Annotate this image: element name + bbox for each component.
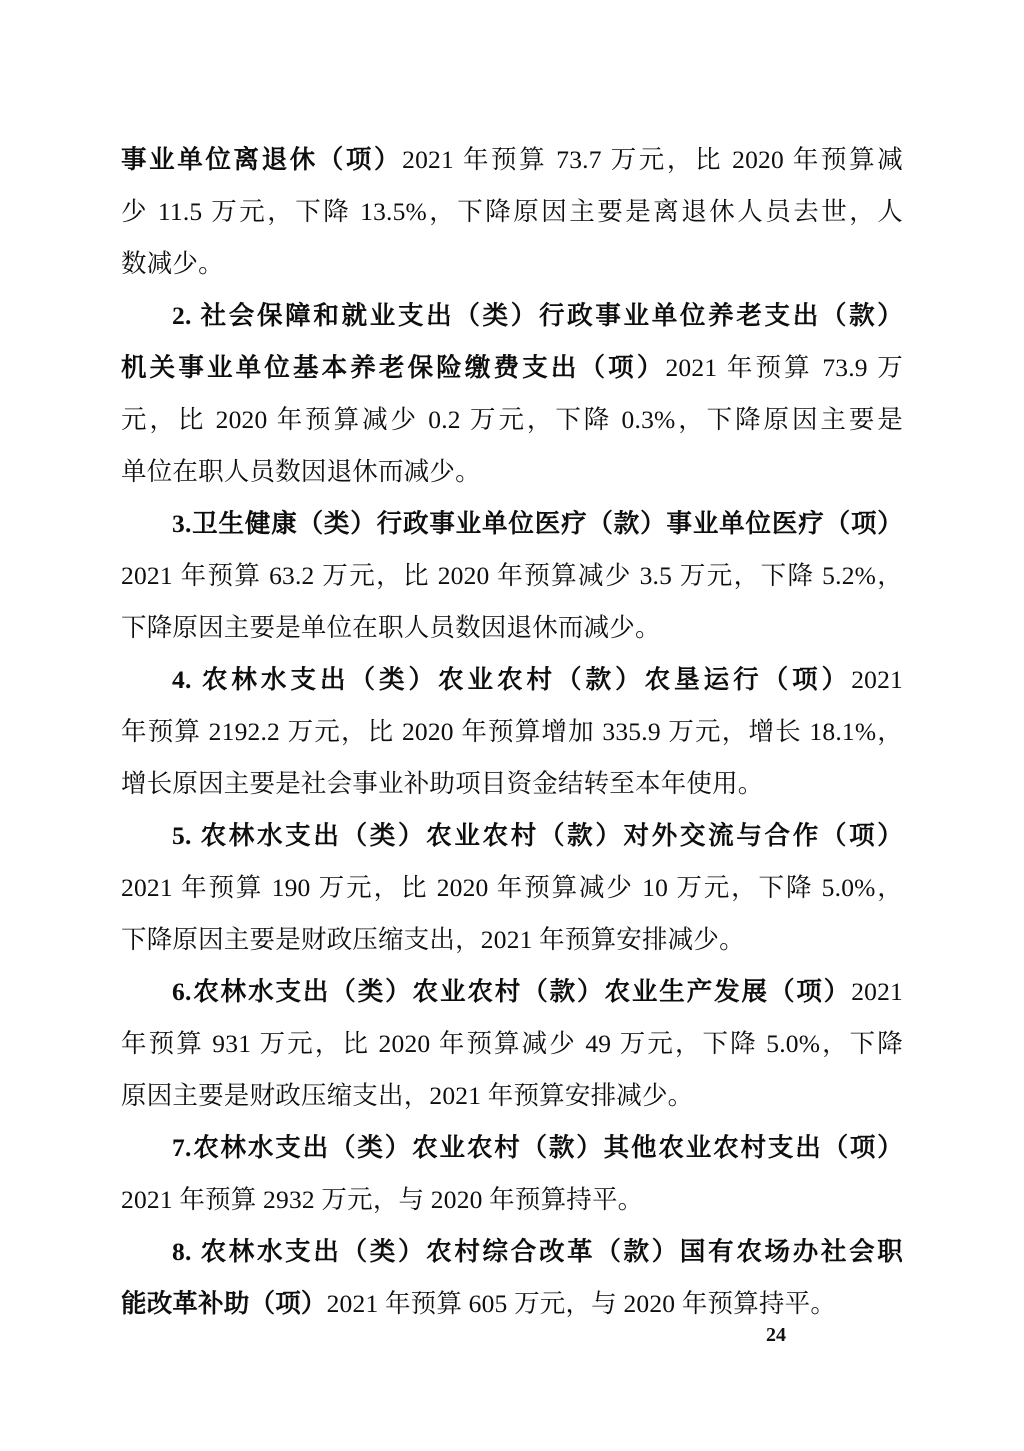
text-line (121, 966, 903, 1018)
text-segment: 少 11.5 万元，下降 13.5%，下降原因主要是离退休人员去世，人 (121, 197, 903, 226)
text-line (121, 654, 903, 706)
paragraph-5 (121, 810, 903, 966)
text-line (121, 1174, 903, 1226)
paragraph-4 (121, 654, 903, 810)
text-segment: 2021 (851, 977, 903, 1006)
text-segment: 2021 年预算 605 万元，与 2020 年预算持平。 (326, 1289, 837, 1318)
text-segment: 下降原因主要是财政压缩支出，2021 年预算安排减少。 (121, 925, 745, 954)
paragraph-1 (121, 134, 903, 290)
bold-segment: 事业单位离退休（项） (121, 145, 403, 174)
text-line (121, 1018, 903, 1070)
text-line (121, 758, 903, 810)
bold-segment: 2. 社会保障和就业支出（类）行政事业单位养老支出（款） (172, 301, 903, 330)
text-segment: 数减少。 (121, 249, 224, 278)
text-line (121, 1122, 903, 1174)
text-segment: 2021 年预算 2932 万元，与 2020 年预算持平。 (121, 1185, 644, 1214)
text-segment: 2021 年预算 73.7 万元，比 2020 年预算减 (402, 145, 903, 174)
text-segment: 2021 年预算 63.2 万元，比 2020 年预算减少 3.5 万元，下降 5.2%， (121, 561, 903, 590)
text-line (121, 186, 903, 238)
text-line (121, 914, 903, 966)
text-segment: 元，比 2020 年预算减少 0.2 万元，下降 0.3%，下降原因主要是 (121, 405, 903, 434)
text-line (121, 446, 903, 498)
bold-segment: 机关事业单位基本养老保险缴费支出（项） (121, 353, 666, 382)
bold-segment: 5. 农林水支出（类）农业农村（款）对外交流与合作（项） (172, 821, 903, 850)
text-segment: 2021 年预算 190 万元，比 2020 年预算减少 10 万元，下降 5.0%， (121, 873, 903, 902)
text-line (121, 290, 903, 342)
text-line (121, 706, 903, 758)
bold-segment: 4. 农林水支出（类）农业农村（款）农垦运行（项） (172, 665, 852, 694)
document-body (121, 134, 903, 1330)
paragraph-6 (121, 966, 903, 1122)
paragraph-7 (121, 1122, 903, 1226)
text-segment: 2021 (851, 665, 903, 694)
bold-segment: 8. 农林水支出（类）农村综合改革（款）国有农场办社会职 (172, 1237, 903, 1266)
text-line (121, 238, 903, 290)
text-line (121, 498, 903, 550)
page-number: 24 (766, 1324, 786, 1346)
text-line (121, 550, 903, 602)
bold-segment: 3.卫生健康（类）行政事业单位医疗（款）事业单位医疗（项） (172, 509, 903, 538)
text-segment: 下降原因主要是单位在职人员数因退休而减少。 (121, 613, 661, 642)
text-segment: 原因主要是财政压缩支出，2021 年预算安排减少。 (121, 1081, 694, 1110)
text-line (121, 810, 903, 862)
text-line (121, 342, 903, 394)
text-line (121, 394, 903, 446)
paragraph-2 (121, 290, 903, 498)
text-segment: 单位在职人员数因退休而减少。 (121, 457, 481, 486)
text-line (121, 1070, 903, 1122)
bold-segment: 6.农林水支出（类）农业农村（款）农业生产发展（项） (172, 977, 852, 1006)
text-line (121, 602, 903, 654)
text-line (121, 862, 903, 914)
text-segment: 增长原因主要是社会事业补助项目资金结转至本年使用。 (121, 769, 764, 798)
text-segment: 2021 年预算 73.9 万 (665, 353, 903, 382)
text-segment: 年预算 931 万元，比 2020 年预算减少 49 万元，下降 5.0%，下降 (121, 1029, 903, 1058)
text-line (121, 134, 903, 186)
text-line (121, 1226, 903, 1278)
paragraph-3 (121, 498, 903, 654)
paragraph-8 (121, 1226, 903, 1330)
bold-segment: 能改革补助（项） (121, 1289, 327, 1318)
bold-segment: 7.农林水支出（类）农业农村（款）其他农业农村支出（项） (172, 1133, 903, 1162)
text-segment: 年预算 2192.2 万元，比 2020 年预算增加 335.9 万元，增长 18.1%， (121, 717, 903, 746)
